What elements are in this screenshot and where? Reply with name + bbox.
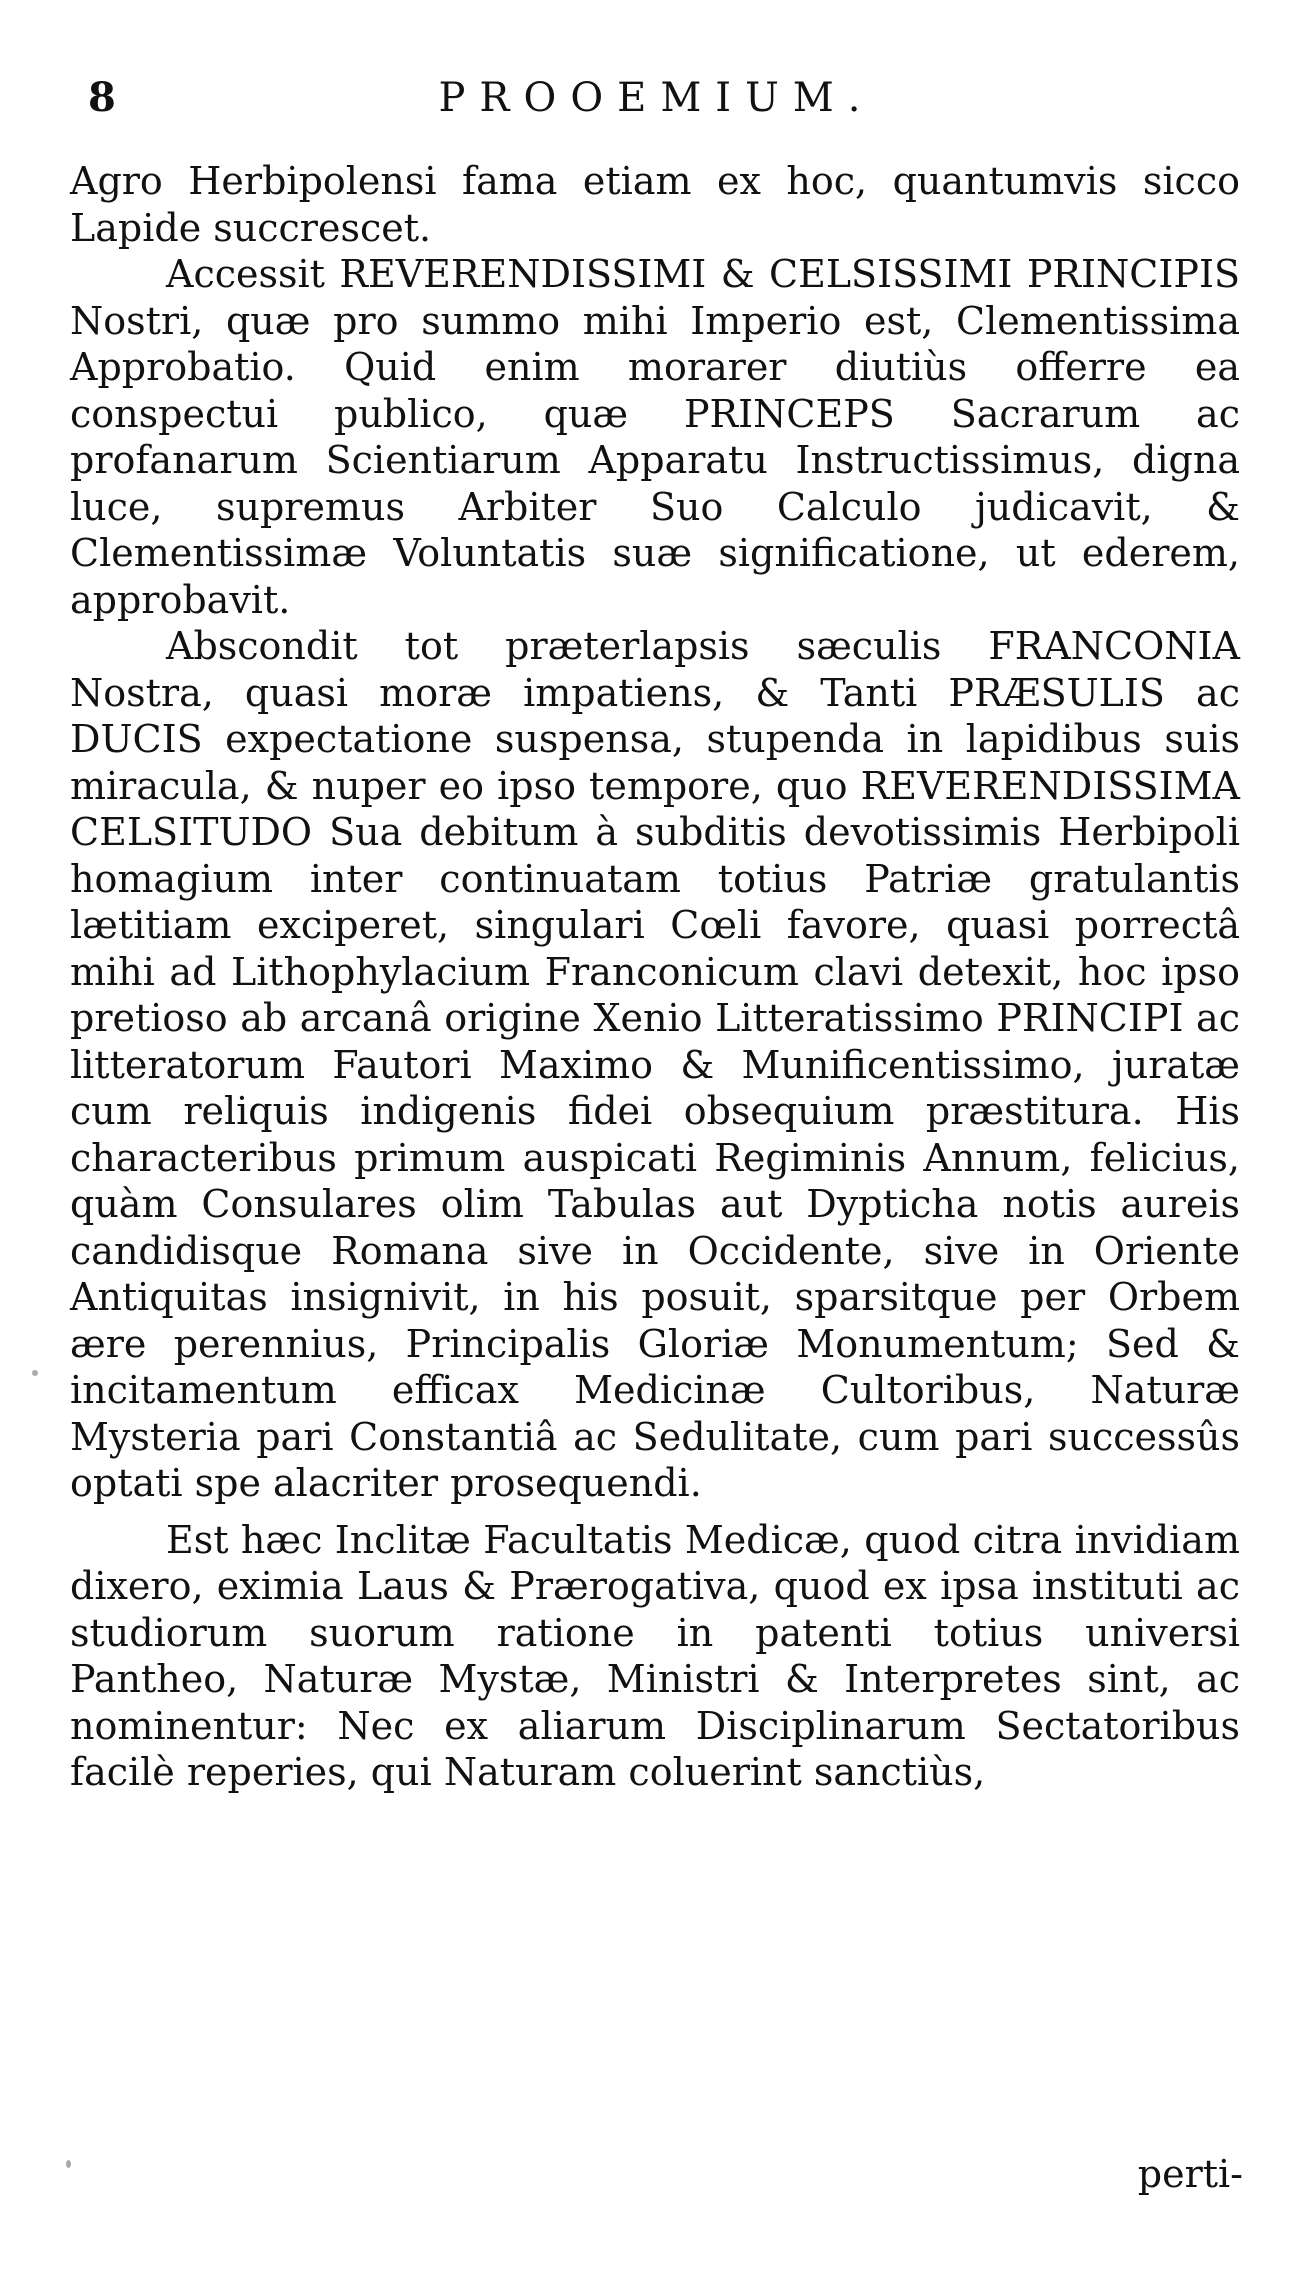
ink-speck — [32, 1370, 38, 1376]
paragraph-1: Agro Herbipolensi fama etiam ex hoc, quantumvis sicco Lapide succrescet. — [70, 159, 1240, 250]
paragraph-4: Est hæc Inclitæ Facultatis Medicæ, quod citra invidiam dixero, eximia Laus & Prærogativa, quod ex ipsa instituti ac studiorum suorum ratione in patenti totius universi Pantheo, Naturæ Mystæ, Ministri & Interpretes sint, ac nominentur: Nec ex aliarum Disciplinarum Sectatoribus facilè reperies, qui Naturam coluerint sanctiùs, — [70, 1517, 1240, 1794]
ink-speck — [66, 2160, 71, 2168]
catchword: perti- — [1137, 2152, 1243, 2196]
page-number: 8 — [88, 74, 116, 121]
paragraph-3: Abscondit tot præterlapsis sæculis FRANCONIA Nostra, quasi moræ impatiens, & Tanti PRÆSULIS ac DUCIS expectatione suspensa, stupenda in lapidibus suis miracula, & nuper eo ipso tempore, quo REVERENDISSIMA CELSITUDO Sua debitum à subditis devotissimis Herbipoli homagium inter continuatam totius Patriæ gratulantis lætitiam exciperet, singulari Cœli favore, quasi porrectâ mihi ad Lithophylacium Franconicum clavi detexit, hoc ipso pretioso ab arcanâ origine Xenio Litteratissimo PRINCIPI ac litteratorum Fautori Maximo & Munificentissimo, juratæ cum reliquis indigenis fidei obsequium præstitura. His characteribus primum auspicati Regiminis Annum, felicius, quàm Consulares olim Tabulas aut Dypticha notis aureis candidisque Romana sive in Occidente, sive in Oriente Antiquitas insignivit, in his posuit, sparsitque per Orbem ære perennius, Principalis Gloriæ Monumentum; Sed & incitamentum efficax Medicinæ Cultoribus, Naturæ Mysteria pari Constantiâ ac Sedulitate, cum pari successûs optati spe alacriter prosequendi. — [70, 624, 1240, 1505]
body-text — [70, 158, 1240, 1796]
paragraph-2: Accessit REVERENDISSIMI & CELSISSIMI PRINCIPIS Nostri, quæ pro summo mihi Imperio est, Clementissima Approbatio. Quid enim morarer diutiùs offerre ea conspectui publico, quæ PRINCEPS Sacrarum ac profanarum Scientiarum Apparatu Instructissimus, digna luce, supremus Arbiter Suo Calculo judicavit, & Clementissimæ Voluntatis suæ significatione, ut ederem, approbavit. — [70, 252, 1240, 622]
running-title: PROOEMIUM. — [438, 75, 875, 121]
